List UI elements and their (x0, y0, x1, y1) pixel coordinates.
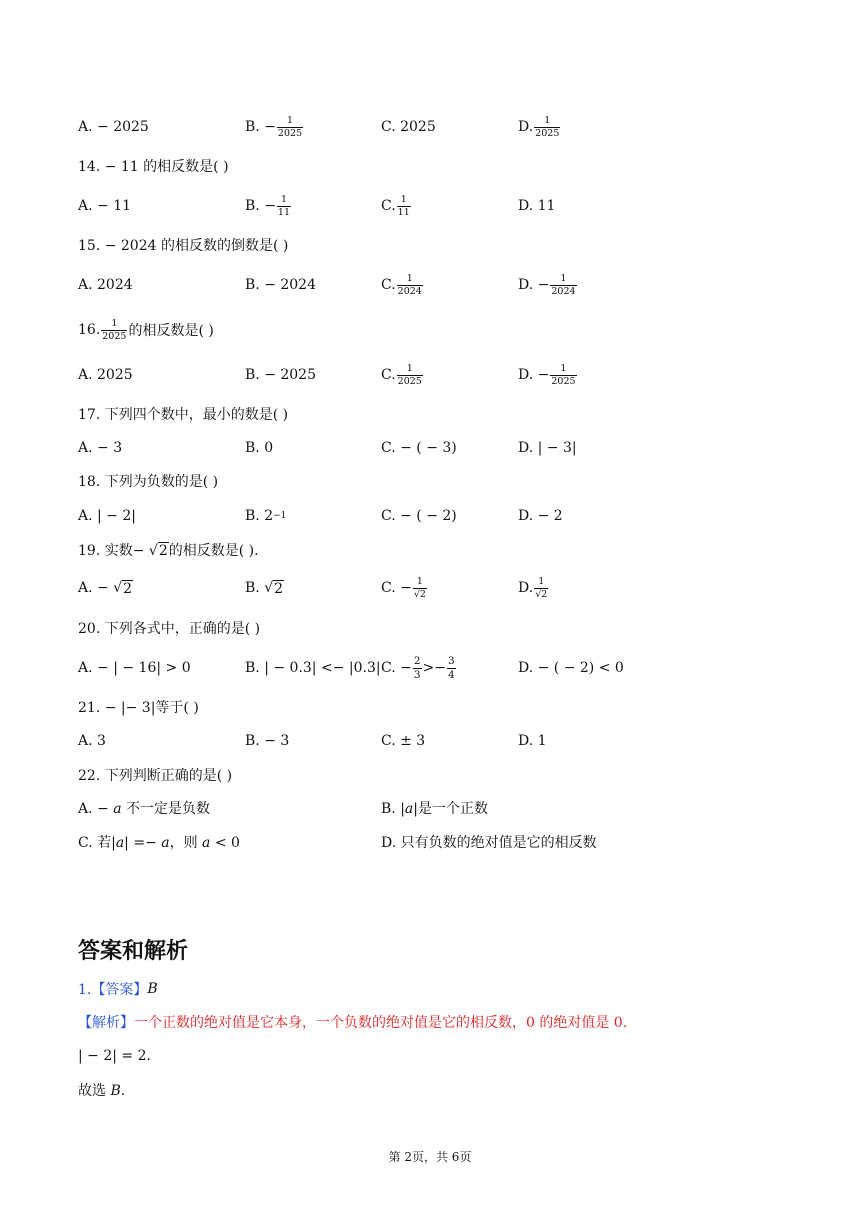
fraction: $\frac{1}{√2}$ (535, 576, 548, 600)
q13-option-b: B. − $\frac{1}{2025}$ (245, 115, 303, 139)
q14-option-c: C. $\frac{1}{11}$ (381, 194, 410, 218)
q17-option-a: A. − 3 (78, 440, 123, 456)
q14-option-d: D. 11 (518, 198, 556, 214)
q22-option-d: D. 只有负数的绝对值是它的相反数 (381, 835, 597, 851)
fraction: $\frac{3}{4}$ (448, 655, 455, 681)
q17-option-d: D. | − 3| (518, 440, 577, 456)
q15-stem: 15. − 2024 的相反数的倒数是( ) (78, 238, 289, 254)
q22-option-b: B. |𝑎|是一个正数 (381, 801, 488, 817)
q19-stem: 19. 实数− √ 2 的相反数是( ). (78, 542, 259, 559)
fraction: $\frac{1}{2025}$ (551, 363, 576, 387)
fraction: $\frac{1}{√2}$ (413, 576, 426, 600)
q21-option-c: C. ± 3 (381, 733, 426, 749)
q15-option-c: C. $\frac{1}{2024}$ (381, 273, 422, 297)
fraction: $\frac{1}{2024}$ (551, 273, 576, 297)
q17-option-b: B. 0 (245, 440, 274, 456)
q15-option-d: D. − $\frac{1}{2024}$ (518, 273, 576, 297)
q20-option-a: A. − | − 16| > 0 (78, 660, 191, 676)
q17-stem: 17. 下列四个数中，最小的数是( ) (78, 407, 289, 423)
fraction: $\frac{1}{2025}$ (102, 318, 127, 342)
q13-option-c: C. 2025 (381, 119, 436, 135)
fraction: $\frac{1}{2025}$ (277, 115, 303, 139)
q14-stem: 14. − 11 的相反数是( ) (78, 159, 229, 175)
q18-option-d: D. − 2 (518, 508, 563, 524)
answer-1-equation: | − 2| = 2. (78, 1048, 151, 1064)
q21-stem: 21. − |− 3|等于( ) (78, 700, 199, 716)
fraction: $\frac{1}{2025}$ (535, 115, 560, 139)
q20-option-b: B. | − 0.3| <− |0.3| (245, 660, 381, 676)
q13-option-d: D. $\frac{1}{2025}$ (518, 115, 560, 139)
q19-option-b: B. √ 2 (245, 580, 284, 597)
q19-option-d: D. $\frac{1}{√2}$ (518, 576, 548, 600)
q19-option-c: C. − $\frac{1}{√2}$ (381, 576, 426, 600)
q16-option-a: A. 2025 (78, 367, 133, 383)
q13-option-a: A. − 2025 (78, 119, 149, 135)
q18-option-b: B. 2 −1 (245, 508, 287, 524)
q22-option-a: A. − 𝑎 不一定是负数 (78, 801, 210, 817)
answers-heading: 答案和解析 (78, 939, 189, 964)
q21-option-a: A. 3 (78, 733, 106, 749)
answer-1-conclusion: 故选 𝐵. (78, 1083, 126, 1099)
q16-stem: 16. $\frac{1}{2025}$ 的相反数是( ) (78, 318, 214, 342)
q20-option-d: D. − ( − 2) < 0 (518, 660, 624, 676)
q18-option-a: A. | − 2| (78, 508, 136, 524)
q20-stem: 20. 下列各式中，正确的是( ) (78, 621, 261, 637)
q15-option-a: A. 2024 (78, 277, 133, 293)
fraction: $\frac{1}{2024}$ (397, 273, 422, 297)
answer-1-analysis: 【解析】 一个正数的绝对值是它本身，一个负数的绝对值是它的相反数，0 的绝对值是 0. (78, 1015, 628, 1031)
q14-option-b: B. − $\frac{1}{11}$ (245, 194, 291, 218)
fraction: $\frac{1}{2025}$ (397, 363, 422, 387)
q22-stem: 22. 下列判断正确的是( ) (78, 768, 233, 784)
fraction: $\frac{1}{11}$ (277, 194, 291, 218)
q20-option-c: C. − $\frac{2}{3}$ >− $\frac{3}{4}$ (381, 655, 455, 681)
answer-1: 1.【答案】 𝐵 (78, 981, 158, 998)
q16-option-b: B. − 2025 (245, 367, 316, 383)
q15-option-b: B. − 2024 (245, 277, 316, 293)
q16-option-d: D. − $\frac{1}{2025}$ (518, 363, 576, 387)
q14-option-a: A. − 11 (78, 198, 132, 214)
q17-option-c: C. − ( − 3) (381, 440, 457, 456)
q21-option-b: B. − 3 (245, 733, 290, 749)
fraction: $\frac{1}{11}$ (397, 194, 410, 218)
q21-option-d: D. 1 (518, 733, 547, 749)
fraction: $\frac{2}{3}$ (413, 655, 421, 681)
q16-option-c: C. $\frac{1}{2025}$ (381, 363, 422, 387)
page-footer: 第 2页，共 6页 (388, 1150, 472, 1164)
q19-option-a: A. − √ 2 (78, 580, 133, 597)
q18-stem: 18. 下列为负数的是( ) (78, 474, 219, 490)
q18-option-c: C. − ( − 2) (381, 508, 457, 524)
q22-option-c: C. 若|𝑎| =− 𝑎，则 𝑎 < 0 (78, 835, 240, 851)
